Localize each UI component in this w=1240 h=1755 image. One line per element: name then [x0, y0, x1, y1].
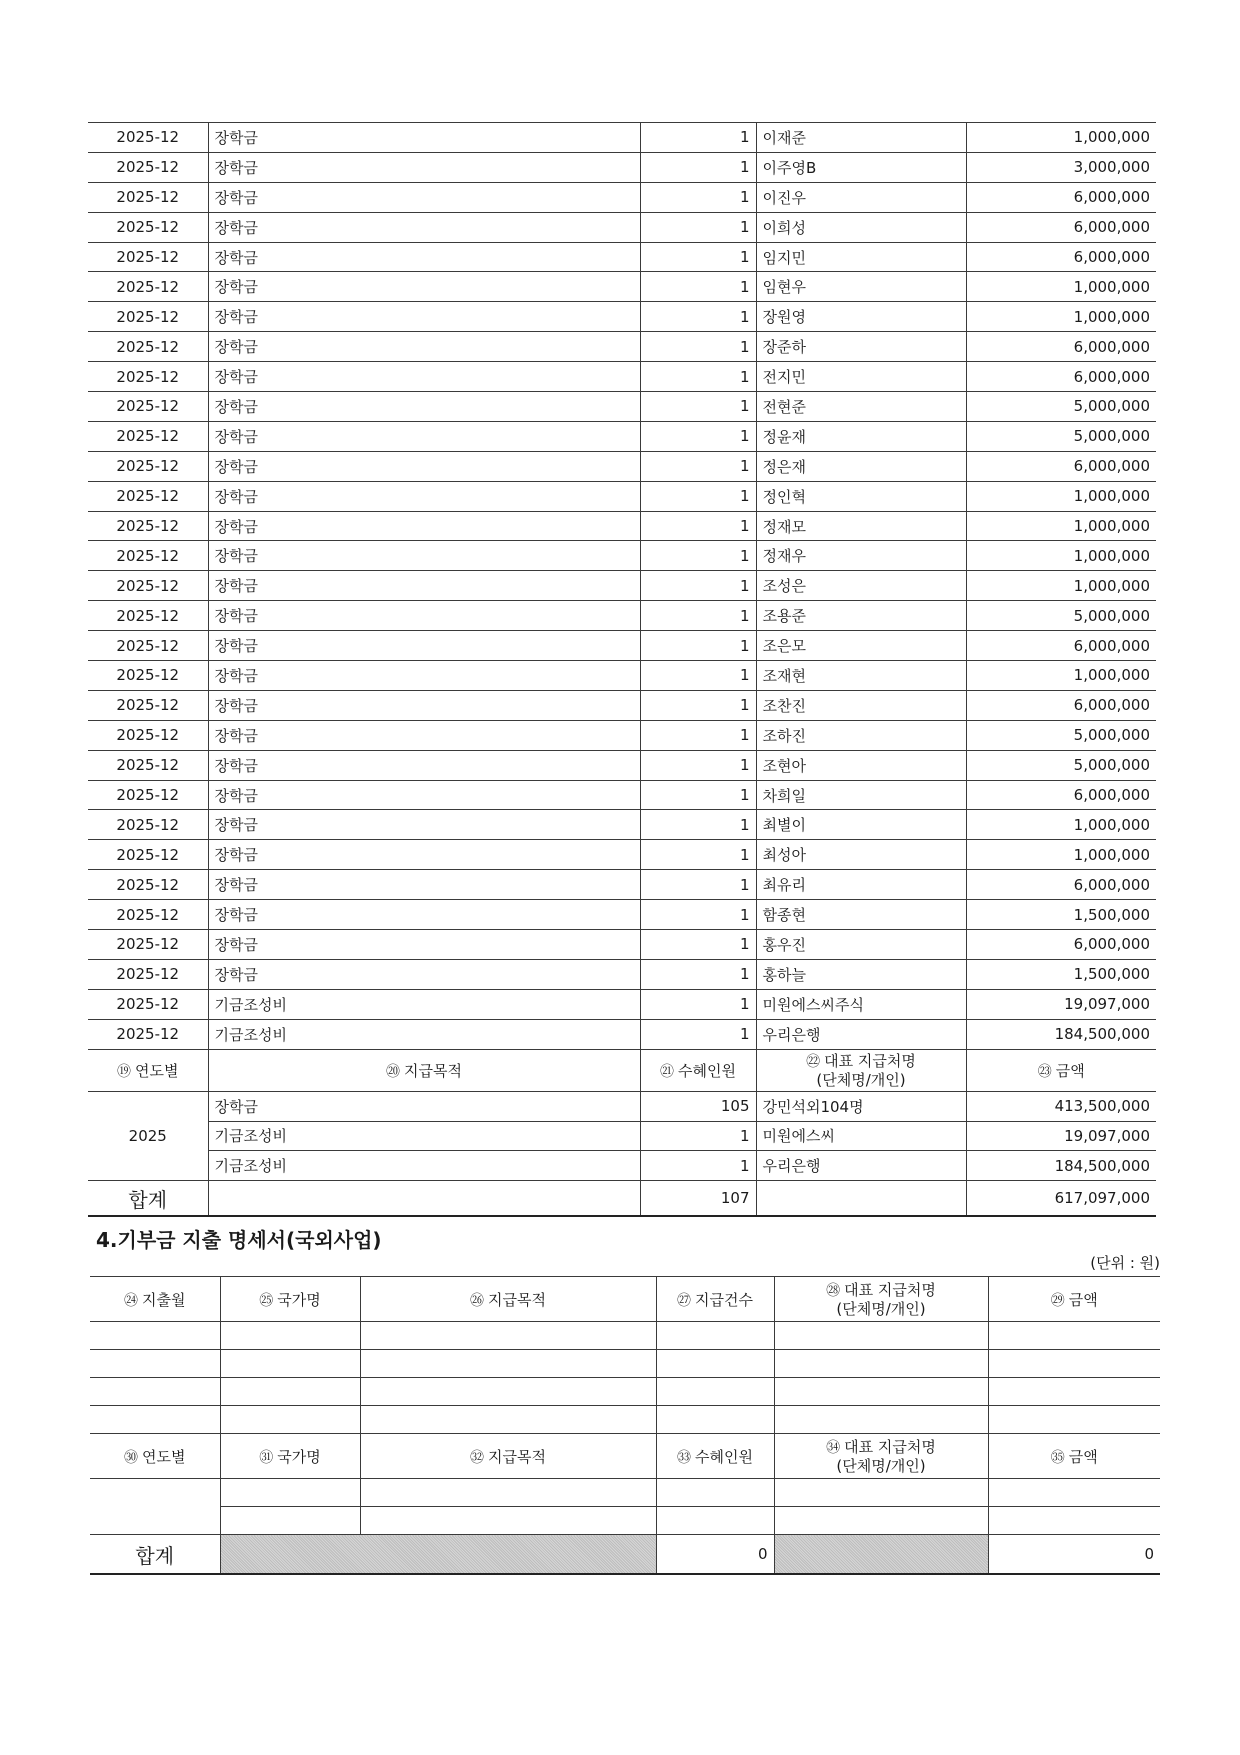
row-count: 1 [640, 631, 756, 661]
row-amount: 6,000,000 [966, 362, 1156, 392]
row-purpose: 장학금 [208, 810, 640, 840]
summary-purpose: 장학금 [208, 1091, 640, 1121]
row-purpose: 장학금 [208, 392, 640, 422]
header-year: ㉚ 연도별 [90, 1434, 220, 1479]
domestic-total-row [88, 1181, 1156, 1217]
row-month: 2025-12 [88, 810, 208, 840]
table-row [88, 212, 1156, 242]
row-purpose: 장학금 [208, 212, 640, 242]
row-recipient: 정재우 [756, 541, 966, 571]
row-recipient: 우리은행 [756, 1019, 966, 1049]
row-amount: 1,000,000 [966, 511, 1156, 541]
header-year: ⑲ 연도별 [88, 1049, 208, 1091]
table-row [88, 720, 1156, 750]
row-count: 1 [640, 152, 756, 182]
row-month: 2025-12 [88, 302, 208, 332]
domestic-expense-table [88, 122, 1156, 1217]
row-purpose: 장학금 [208, 362, 640, 392]
row-count: 1 [640, 541, 756, 571]
row-purpose: 장학금 [208, 302, 640, 332]
row-amount: 1,000,000 [966, 541, 1156, 571]
header-purpose: ㉖ 지급목적 [360, 1277, 656, 1322]
row-recipient: 조은모 [756, 631, 966, 661]
summary-count: 1 [640, 1151, 756, 1181]
table-row [88, 750, 1156, 780]
row-purpose: 장학금 [208, 631, 640, 661]
row-purpose: 장학금 [208, 601, 640, 631]
row-amount: 1,000,000 [966, 272, 1156, 302]
summary-amount: 184,500,000 [966, 1151, 1156, 1181]
table-row [88, 362, 1156, 392]
row-month: 2025-12 [88, 541, 208, 571]
row-count: 1 [640, 481, 756, 511]
row-month: 2025-12 [88, 392, 208, 422]
overseas-header [90, 1277, 1160, 1322]
total-label: 합계 [88, 1181, 208, 1217]
summary-count: 105 [640, 1091, 756, 1121]
row-purpose: 장학금 [208, 690, 640, 720]
row-amount: 6,000,000 [966, 690, 1156, 720]
row-recipient: 최별이 [756, 810, 966, 840]
row-recipient: 정인혁 [756, 481, 966, 511]
table-row [88, 631, 1156, 661]
row-amount: 184,500,000 [966, 1019, 1156, 1049]
domestic-summary-header [88, 1049, 1156, 1091]
summary-amount: 413,500,000 [966, 1091, 1156, 1121]
row-month: 2025-12 [88, 930, 208, 960]
row-month: 2025-12 [88, 601, 208, 631]
row-purpose: 장학금 [208, 182, 640, 212]
table-row [88, 451, 1156, 481]
table-row [88, 571, 1156, 601]
row-count: 1 [640, 421, 756, 451]
row-recipient: 정은재 [756, 451, 966, 481]
row-amount: 6,000,000 [966, 242, 1156, 272]
row-count: 1 [640, 750, 756, 780]
row-count: 1 [640, 959, 756, 989]
row-recipient: 임현우 [756, 272, 966, 302]
row-count: 1 [640, 302, 756, 332]
row-recipient: 홍하늘 [756, 959, 966, 989]
row-purpose: 장학금 [208, 780, 640, 810]
row-count: 1 [640, 930, 756, 960]
row-amount: 1,000,000 [966, 840, 1156, 870]
row-month: 2025-12 [88, 870, 208, 900]
row-purpose: 장학금 [208, 750, 640, 780]
row-amount: 6,000,000 [966, 332, 1156, 362]
row-amount: 1,000,000 [966, 571, 1156, 601]
row-month: 2025-12 [88, 959, 208, 989]
row-recipient: 임지민 [756, 242, 966, 272]
row-recipient: 정재모 [756, 511, 966, 541]
header-recipient: ㉘ 대표 지급처명 (단체명/개인) [774, 1277, 988, 1322]
row-amount: 1,000,000 [966, 810, 1156, 840]
header-recipient: ㉞ 대표 지급처명 (단체명/개인) [774, 1434, 988, 1479]
row-count: 1 [640, 601, 756, 631]
row-count: 1 [640, 332, 756, 362]
row-recipient: 조하진 [756, 720, 966, 750]
row-recipient: 홍우진 [756, 930, 966, 960]
row-amount: 5,000,000 [966, 750, 1156, 780]
header-purpose: ⑳ 지급목적 [208, 1049, 640, 1091]
empty-row [90, 1378, 1160, 1406]
summary-purpose: 기금조성비 [208, 1151, 640, 1181]
row-amount: 5,000,000 [966, 720, 1156, 750]
domestic-rows [88, 123, 1156, 1050]
summary-row [88, 1151, 1156, 1181]
row-recipient: 이재준 [756, 123, 966, 153]
row-month: 2025-12 [88, 690, 208, 720]
row-count: 1 [640, 511, 756, 541]
summary-recipient: 미원에스씨 [756, 1121, 966, 1151]
row-month: 2025-12 [88, 182, 208, 212]
table-row [88, 481, 1156, 511]
table-row [88, 302, 1156, 332]
row-month: 2025-12 [88, 900, 208, 930]
row-recipient: 장준하 [756, 332, 966, 362]
row-amount: 5,000,000 [966, 601, 1156, 631]
row-count: 1 [640, 362, 756, 392]
row-amount: 6,000,000 [966, 631, 1156, 661]
total-amount: 617,097,000 [966, 1181, 1156, 1217]
summary-count: 1 [640, 1121, 756, 1151]
row-purpose: 장학금 [208, 959, 640, 989]
row-purpose: 장학금 [208, 332, 640, 362]
table-row [88, 1019, 1156, 1049]
row-count: 1 [640, 810, 756, 840]
table-row [88, 123, 1156, 153]
overseas-expense-table [90, 1276, 1160, 1575]
row-purpose: 장학금 [208, 421, 640, 451]
row-purpose: 장학금 [208, 451, 640, 481]
domestic-summary [88, 1049, 1156, 1216]
row-count: 1 [640, 870, 756, 900]
summary-purpose: 기금조성비 [208, 1121, 640, 1151]
row-recipient: 조성은 [756, 571, 966, 601]
table-row [88, 810, 1156, 840]
row-count: 1 [640, 690, 756, 720]
row-recipient: 차희일 [756, 780, 966, 810]
unit-label: (단위 : 원) [1090, 1254, 1160, 1272]
row-count: 1 [640, 123, 756, 153]
row-recipient: 조현아 [756, 750, 966, 780]
row-recipient: 이진우 [756, 182, 966, 212]
row-amount: 1,500,000 [966, 900, 1156, 930]
row-count: 1 [640, 780, 756, 810]
table-row [88, 989, 1156, 1019]
summary-year: 2025 [88, 1091, 208, 1181]
row-recipient: 함종현 [756, 900, 966, 930]
table-row [88, 601, 1156, 631]
row-month: 2025-12 [88, 720, 208, 750]
row-month: 2025-12 [88, 631, 208, 661]
header-country: ㉕ 국가명 [220, 1277, 360, 1322]
row-recipient: 전현준 [756, 392, 966, 422]
row-recipient: 이희성 [756, 212, 966, 242]
table-row [88, 900, 1156, 930]
row-amount: 6,000,000 [966, 212, 1156, 242]
row-purpose: 장학금 [208, 242, 640, 272]
row-amount: 6,000,000 [966, 451, 1156, 481]
row-amount: 1,000,000 [966, 302, 1156, 332]
summary-recipient: 우리은행 [756, 1151, 966, 1181]
row-amount: 1,000,000 [966, 123, 1156, 153]
row-purpose: 기금조성비 [208, 989, 640, 1019]
row-amount: 5,000,000 [966, 392, 1156, 422]
row-recipient: 최유리 [756, 870, 966, 900]
row-recipient: 최성아 [756, 840, 966, 870]
table-row [88, 242, 1156, 272]
row-amount: 3,000,000 [966, 152, 1156, 182]
row-amount: 6,000,000 [966, 870, 1156, 900]
row-recipient: 조용준 [756, 601, 966, 631]
row-amount: 6,000,000 [966, 182, 1156, 212]
row-purpose: 장학금 [208, 870, 640, 900]
total-label: 합계 [90, 1535, 220, 1575]
row-month: 2025-12 [88, 332, 208, 362]
section-title: 4.기부금 지출 명세서(국외사업) [96, 1228, 382, 1252]
header-country: ㉛ 국가명 [220, 1434, 360, 1479]
overseas-summary-header [90, 1434, 1160, 1479]
row-amount: 19,097,000 [966, 989, 1156, 1019]
row-count: 1 [640, 272, 756, 302]
row-month: 2025-12 [88, 780, 208, 810]
table-row [88, 421, 1156, 451]
empty-row [90, 1350, 1160, 1378]
row-purpose: 장학금 [208, 661, 640, 691]
row-purpose: 장학금 [208, 571, 640, 601]
table-row [88, 182, 1156, 212]
row-month: 2025-12 [88, 1019, 208, 1049]
row-purpose: 장학금 [208, 152, 640, 182]
shaded-cell [774, 1535, 988, 1575]
row-count: 1 [640, 661, 756, 691]
row-recipient: 장원영 [756, 302, 966, 332]
row-purpose: 장학금 [208, 541, 640, 571]
row-purpose: 장학금 [208, 840, 640, 870]
total-amount: 0 [988, 1535, 1160, 1575]
row-month: 2025-12 [88, 272, 208, 302]
row-count: 1 [640, 840, 756, 870]
row-count: 1 [640, 571, 756, 601]
row-amount: 1,000,000 [966, 481, 1156, 511]
row-month: 2025-12 [88, 571, 208, 601]
row-amount: 6,000,000 [966, 930, 1156, 960]
header-recipient: ㉒ 대표 지급처명 (단체명/개인) [756, 1049, 966, 1091]
row-count: 1 [640, 242, 756, 272]
row-month: 2025-12 [88, 840, 208, 870]
row-recipient: 전지민 [756, 362, 966, 392]
table-row [88, 332, 1156, 362]
row-purpose: 장학금 [208, 272, 640, 302]
row-month: 2025-12 [88, 242, 208, 272]
row-month: 2025-12 [88, 661, 208, 691]
row-count: 1 [640, 989, 756, 1019]
row-month: 2025-12 [88, 421, 208, 451]
row-month: 2025-12 [88, 212, 208, 242]
summary-amount: 19,097,000 [966, 1121, 1156, 1151]
empty-row [90, 1322, 1160, 1350]
row-amount: 6,000,000 [966, 780, 1156, 810]
row-amount: 1,500,000 [966, 959, 1156, 989]
row-purpose: 장학금 [208, 511, 640, 541]
row-month: 2025-12 [88, 481, 208, 511]
summary-row [88, 1121, 1156, 1151]
shaded-cell [220, 1535, 656, 1575]
row-purpose: 장학금 [208, 481, 640, 511]
row-recipient: 정윤재 [756, 421, 966, 451]
row-month: 2025-12 [88, 750, 208, 780]
row-count: 1 [640, 451, 756, 481]
table-row [88, 392, 1156, 422]
total-count: 107 [640, 1181, 756, 1217]
header-amount: ㉙ 금액 [988, 1277, 1160, 1322]
empty-row [90, 1479, 1160, 1507]
row-purpose: 장학금 [208, 900, 640, 930]
total-purpose-blank [208, 1181, 640, 1217]
row-count: 1 [640, 720, 756, 750]
row-purpose: 장학금 [208, 930, 640, 960]
table-row [88, 152, 1156, 182]
row-recipient: 조찬진 [756, 690, 966, 720]
header-month: ㉔ 지출월 [90, 1277, 220, 1322]
row-amount: 5,000,000 [966, 421, 1156, 451]
empty-row [90, 1406, 1160, 1434]
row-recipient: 미원에스씨주식 [756, 989, 966, 1019]
table-row [88, 870, 1156, 900]
total-count: 0 [656, 1535, 774, 1575]
row-month: 2025-12 [88, 989, 208, 1019]
row-month: 2025-12 [88, 511, 208, 541]
header-amount: ㉓ 금액 [966, 1049, 1156, 1091]
header-beneficiaries: ㉝ 수혜인원 [656, 1434, 774, 1479]
row-recipient: 이주영B [756, 152, 966, 182]
header-count: ㉗ 지급건수 [656, 1277, 774, 1322]
row-amount: 1,000,000 [966, 661, 1156, 691]
overseas-total-row [90, 1535, 1160, 1575]
row-purpose: 장학금 [208, 720, 640, 750]
table-row [88, 780, 1156, 810]
row-count: 1 [640, 212, 756, 242]
table-row [88, 840, 1156, 870]
total-recipient-blank [756, 1181, 966, 1217]
table-row [88, 930, 1156, 960]
summary-recipient: 강민석외104명 [756, 1091, 966, 1121]
row-month: 2025-12 [88, 362, 208, 392]
table-row [88, 272, 1156, 302]
row-month: 2025-12 [88, 451, 208, 481]
row-count: 1 [640, 900, 756, 930]
row-count: 1 [640, 392, 756, 422]
row-purpose: 장학금 [208, 123, 640, 153]
table-row [88, 690, 1156, 720]
header-amount: ㉟ 금액 [988, 1434, 1160, 1479]
row-purpose: 기금조성비 [208, 1019, 640, 1049]
empty-row [90, 1507, 1160, 1535]
table-row [88, 511, 1156, 541]
table-row [88, 661, 1156, 691]
row-month: 2025-12 [88, 152, 208, 182]
row-count: 1 [640, 1019, 756, 1049]
row-month: 2025-12 [88, 123, 208, 153]
header-purpose: ㉜ 지급목적 [360, 1434, 656, 1479]
table-row [88, 959, 1156, 989]
row-recipient: 조재현 [756, 661, 966, 691]
row-count: 1 [640, 182, 756, 212]
table-row [88, 541, 1156, 571]
header-beneficiaries: ㉑ 수혜인원 [640, 1049, 756, 1091]
summary-row [88, 1091, 1156, 1121]
